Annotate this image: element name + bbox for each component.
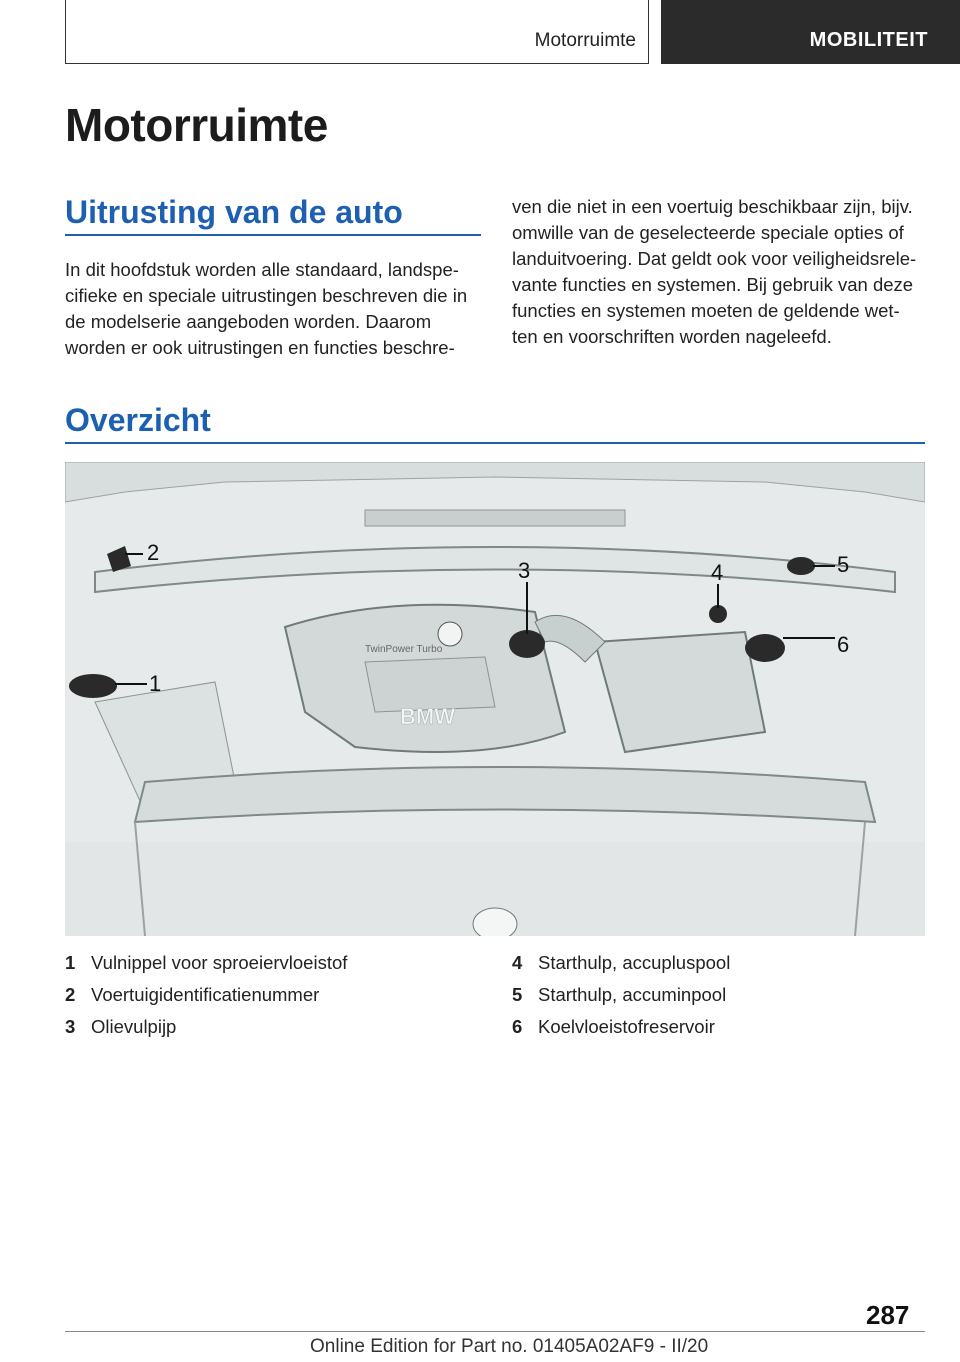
section-heading-uitrusting: Uitrusting van de auto: [65, 194, 403, 230]
oil-cap-icon: [509, 630, 545, 658]
intro-text-col2: ven die niet in een voertuig beschikbaar zijn, bijv. omwille van de geselecteerde speciale opties of landuitvoering. Dat geldt ook voor veiligheidsrele- vante functies en systemen. Bij gebruik van deze functies en systemen moeten de geldende wet- ten en voorschriften worden nageleefd.: [512, 196, 917, 347]
header-section-title: Motorruimte: [534, 30, 636, 51]
footer-edition: Online Edition for Part no. 01405A02AF9 - II/20: [310, 1336, 709, 1357]
section-rule-overzicht: [65, 442, 925, 444]
legend-item-2: 2 Voertuigidentificatienummer: [65, 984, 320, 1005]
callout-5: 5: [837, 552, 850, 577]
callout-3: 3: [518, 558, 531, 583]
header-chapter-tab[interactable]: [661, 0, 960, 64]
legend-item-4: 4 Starthulp, accupluspool: [512, 952, 731, 973]
header-section-box: [65, 0, 649, 64]
battery-minus-icon: [787, 557, 815, 575]
legend-item-1: 1 Vulnippel voor sproeiervloeistof: [65, 952, 348, 973]
callout-2: 2: [147, 540, 160, 565]
front-logo-icon: [473, 908, 517, 936]
page-number: 287: [866, 1300, 910, 1330]
callout-1: 1: [149, 671, 162, 696]
intro-text-col1: In dit hoofdstuk worden alle standaard, landspe- cifieke en speciale uitrustingen beschreven die in de modelserie aangeboden worden. Daarom worden er ook uitrustingen en functies beschre-: [65, 259, 468, 358]
callout-6: 6: [837, 632, 850, 657]
legend-item-6: 6 Koelvloeistofreservoir: [512, 1016, 715, 1037]
engine-logo-icon: [438, 622, 462, 646]
washer-cap-icon: [69, 674, 117, 698]
section-rule-uitrusting: [65, 234, 481, 236]
engine-bay-figure: [65, 462, 925, 936]
section-heading-overzicht: Overzicht: [65, 402, 211, 438]
coolant-cap-icon: [745, 634, 785, 662]
legend-item-3: 3 Olievulpijp: [65, 1016, 177, 1037]
engine-brand-text: BMW: [400, 704, 455, 729]
legend-item-5: 5 Starthulp, accuminpool: [512, 984, 727, 1005]
page-title: Motorruimte: [65, 99, 328, 151]
callout-4: 4: [711, 560, 724, 585]
footer-rule: [65, 1331, 925, 1332]
engine-cover-text: TwinPower Turbo: [365, 644, 443, 655]
header-chapter-label: MOBILITEIT: [809, 29, 928, 51]
